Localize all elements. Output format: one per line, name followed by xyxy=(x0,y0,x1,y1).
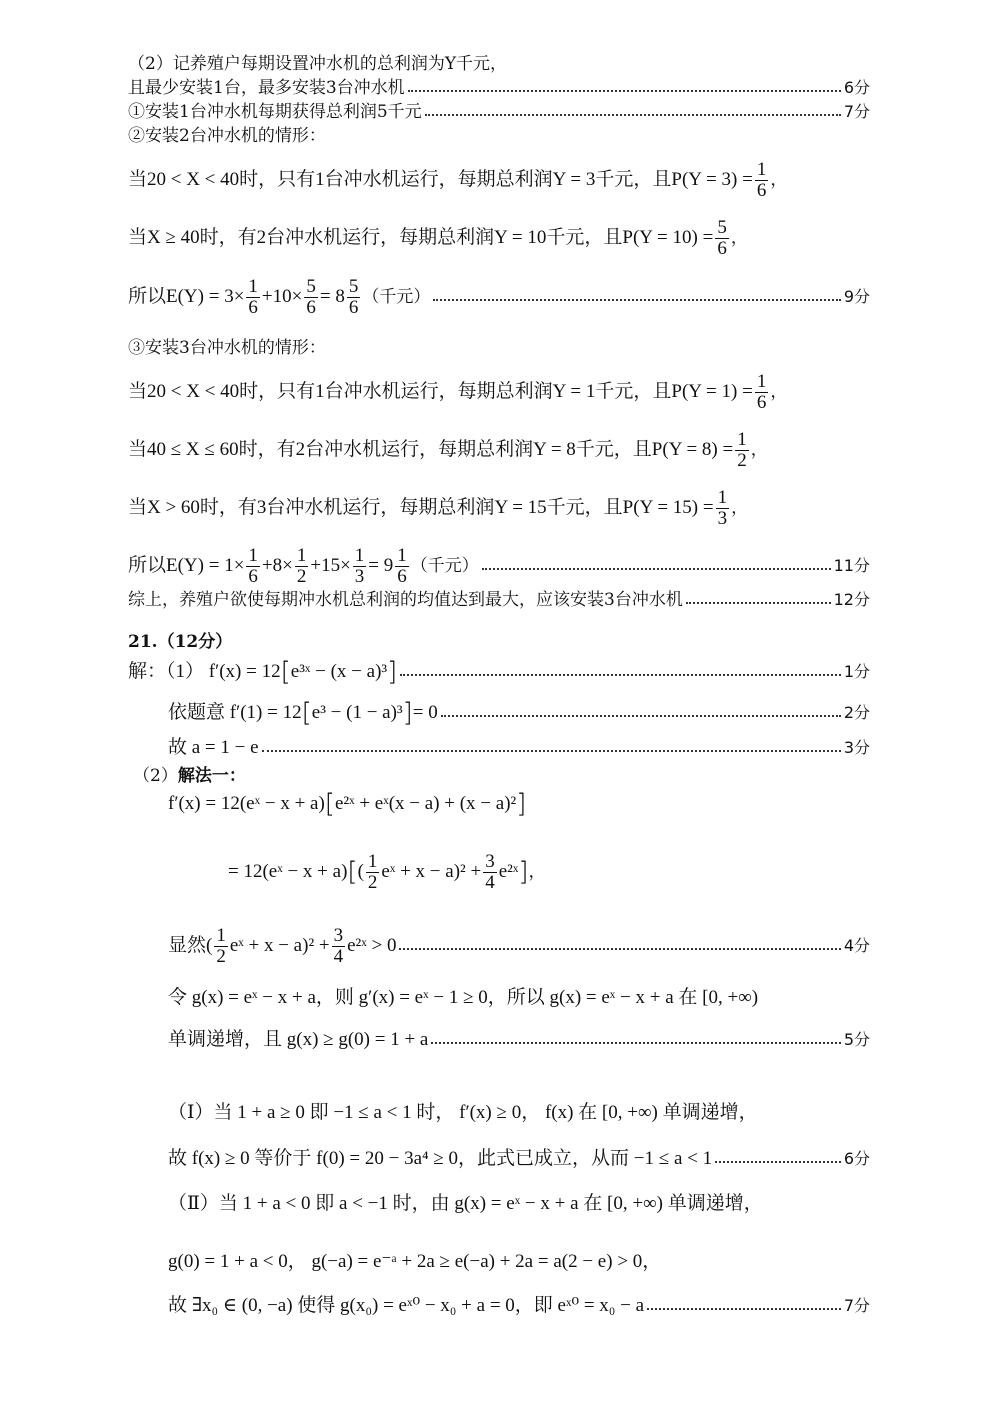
monotonic-text: 单调递增，且 g(x) ≥ g(0) = 1 + a xyxy=(168,1029,429,1050)
score-label: 7分 xyxy=(843,102,870,121)
part2-header-text: （2）记养殖户每期设置冲水机的总利润为Y千元， xyxy=(128,54,508,74)
fraction-numerator: 1 xyxy=(397,545,407,566)
obvious-line xyxy=(168,926,870,967)
unit-label: （千元） xyxy=(362,287,431,308)
install-range-line xyxy=(128,76,870,100)
derivative-body: e²ˣ + eˣ(x − a) + (x − a)² xyxy=(334,793,517,814)
case-I-line xyxy=(168,1101,870,1125)
fraction xyxy=(483,852,497,893)
case2-title-text: ②安装2台冲水机的情形： xyxy=(128,126,326,146)
case-I-result-text: 故 f(x) ≥ 0 等价于 f(0) = 20 − 3a⁴ ≥ 0，此式已成立，从而 −1 ≤ a < 1 xyxy=(168,1148,713,1169)
case3-expectation-line xyxy=(128,546,870,587)
left-bracket: [ xyxy=(280,657,291,687)
fraction-denominator: 6 xyxy=(756,179,767,201)
case2-expectation-line xyxy=(128,277,870,318)
fraction-denominator: 6 xyxy=(756,391,767,413)
q21-title-text: 21.（12分） xyxy=(128,632,233,652)
fraction xyxy=(755,372,769,413)
fraction-denominator: 2 xyxy=(367,871,378,893)
step2-prefix: 依题意 f′(1) = 12 xyxy=(168,702,302,723)
fraction-numerator: 5 xyxy=(306,276,316,297)
fraction-numerator: 1 xyxy=(216,925,226,946)
unit-label: （千元） xyxy=(410,556,479,577)
obvious-term: e²ˣ > 0 xyxy=(347,935,397,957)
fraction-denominator: 6 xyxy=(306,296,316,318)
case-II-values-text: g(0) = 1 + a < 0， g(−a) = e⁻ᵃ + 2a ≥ e(−a) + 2a = a(2 − e) > 0， xyxy=(168,1251,662,1272)
case-II-line xyxy=(168,1192,870,1216)
punctuation: ， xyxy=(770,382,788,403)
score-label: 2分 xyxy=(843,703,870,722)
method-label: 解法一： xyxy=(177,766,246,786)
case1-line xyxy=(128,100,870,124)
conclusion-line xyxy=(128,588,870,612)
left-bracket: [ xyxy=(324,789,335,819)
monotonic-line xyxy=(168,1028,870,1052)
score-label: 7分 xyxy=(843,1296,870,1315)
score-label: 5分 xyxy=(843,1030,870,1049)
fraction-denominator: 4 xyxy=(333,945,344,967)
fraction xyxy=(715,218,729,259)
punctuation: ， xyxy=(731,498,749,519)
fraction-numerator: 1 xyxy=(717,487,728,508)
case3-b-text: 当40 ≤ X ≤ 60时，有2台冲水机运行，每期总利润Y = 8千元，且P(Y = 8) = xyxy=(128,439,734,461)
fraction xyxy=(735,430,749,471)
fraction xyxy=(716,488,730,529)
expectation-term: +8× xyxy=(261,555,293,577)
derivative-term: e²ˣ xyxy=(498,861,519,883)
fraction xyxy=(353,546,367,587)
case2-b-text: 当X ≥ 40时，有2台冲水机运行，每期总利润Y = 10千元，且P(Y = 10) = xyxy=(128,227,714,249)
fraction-numerator: 5 xyxy=(717,217,727,238)
part2-prefix: （2） xyxy=(133,766,178,786)
fraction-numerator: 1 xyxy=(296,545,307,566)
score-label: 9分 xyxy=(843,287,870,307)
expectation-term: = 9 xyxy=(368,555,394,577)
let-g-text: 令 g(x) = eˣ − x + a，则 g′(x) = eˣ − 1 ≥ 0，所以 g(x) = eˣ − x + a 在 [0, +∞) xyxy=(168,987,759,1008)
score-label: 1分 xyxy=(843,662,870,681)
fraction-numerator: 1 xyxy=(248,276,258,297)
punctuation: ， xyxy=(528,862,546,883)
fraction-denominator: 6 xyxy=(717,237,727,259)
conclusion-text: 综上，养殖户欲使每期冲水机总利润的均值达到最大，应该安装3台冲水机 xyxy=(128,590,683,610)
derivative-line-1 xyxy=(168,789,870,819)
dot-leader xyxy=(647,1308,841,1310)
q21-title xyxy=(128,630,870,654)
q21-step1-line xyxy=(128,657,870,687)
step3-text: 故 a = 1 − e xyxy=(168,737,259,758)
right-bracket: ] xyxy=(387,657,398,687)
dot-leader xyxy=(408,90,841,92)
case-II-existence-text: 故 ∃x₀ ∈ (0, −a) 使得 g(x₀) = eˣ⁰ − x₀ + a = 0，即 eˣ⁰ = x₀ − a xyxy=(168,1295,645,1316)
dot-leader xyxy=(433,299,840,301)
fraction-numerator: 3 xyxy=(485,851,495,872)
case3-a-text: 当20 < X < 40时，只有1台冲水机运行，每期总利润Y = 1千元，且P(Y = 1) = xyxy=(128,381,753,403)
fraction-numerator: 3 xyxy=(333,925,344,946)
step2-equals: = 0 xyxy=(412,702,438,723)
fraction-numerator: 5 xyxy=(348,276,359,297)
fraction-numerator: 1 xyxy=(756,159,767,180)
dot-leader xyxy=(262,750,841,752)
fraction xyxy=(395,546,409,587)
fraction xyxy=(332,926,346,967)
right-bracket: ] xyxy=(402,698,413,728)
fraction-numerator: 1 xyxy=(367,851,378,872)
case-II-existence-line xyxy=(168,1294,870,1318)
dot-leader xyxy=(425,114,841,116)
fraction-denominator: 6 xyxy=(348,296,359,318)
case2-title xyxy=(128,124,870,148)
step1-prefix: 解：（1） f′(x) = 12 xyxy=(128,661,281,682)
step1-body: e³ˣ − (x − a)³ xyxy=(290,661,388,682)
punctuation: ， xyxy=(770,170,788,191)
fraction-denominator: 2 xyxy=(216,945,226,967)
case-I-result-line xyxy=(168,1147,870,1171)
case3-title-text: ③安装3台冲水机的情形： xyxy=(128,338,326,358)
expectation-term: = 8 xyxy=(319,286,345,308)
step2-body: e³ − (1 − a)³ xyxy=(311,702,403,723)
dot-leader xyxy=(400,674,841,676)
score-label: 6分 xyxy=(843,1149,870,1168)
punctuation: ， xyxy=(750,440,768,461)
fraction-numerator: 1 xyxy=(354,545,365,566)
derivative-prefix: = 12(eˣ − x + a) xyxy=(228,861,348,883)
case3-a-line xyxy=(128,372,870,413)
case-I-text: （Ⅰ）当 1 + a ≥ 0 即 −1 ≤ a < 1 时， f′(x) ≥ 0， f(x) 在 [0, +∞) 单调递增， xyxy=(168,1102,758,1123)
case3-c-text: 当X > 60时，有3台冲水机运行，每期总利润Y = 15千元，且P(Y = 15) = xyxy=(128,497,714,519)
dot-leader xyxy=(482,568,831,570)
dot-leader xyxy=(399,948,840,950)
fraction-denominator: 2 xyxy=(296,565,307,587)
fraction xyxy=(214,926,228,967)
fraction xyxy=(246,277,260,318)
punctuation: ， xyxy=(730,228,748,249)
fraction-denominator: 3 xyxy=(717,507,728,529)
dot-leader xyxy=(715,1161,841,1163)
case3-c-line xyxy=(128,488,870,529)
case2-a-line xyxy=(128,160,870,201)
q21-step2-line xyxy=(168,698,870,728)
case1-text: ①安装1台冲水机每期获得总利润5千元 xyxy=(128,102,422,122)
obvious-prefix: 显然( xyxy=(168,935,213,957)
fraction-numerator: 1 xyxy=(248,545,258,566)
fraction xyxy=(366,852,380,893)
case-II-text: （Ⅱ）当 1 + a < 0 即 a < −1 时，由 g(x) = eˣ − x + a 在 [0, +∞) 单调递增， xyxy=(168,1193,763,1214)
right-bracket: ] xyxy=(518,857,529,888)
part2-header xyxy=(128,52,870,76)
fraction-denominator: 6 xyxy=(248,565,258,587)
case2-b-line xyxy=(128,218,870,259)
obvious-term: eˣ + x − a)² + xyxy=(229,935,330,957)
derivative-line-2 xyxy=(228,852,870,893)
dot-leader xyxy=(686,602,831,604)
score-label: 3分 xyxy=(843,738,870,757)
fraction-denominator: 2 xyxy=(737,449,747,471)
derivative-term: eˣ + x − a)² + xyxy=(381,861,482,883)
expectation-term: +15× xyxy=(310,555,351,577)
expectation-term: +10× xyxy=(261,286,303,308)
score-label: 11分 xyxy=(833,556,870,576)
expectation-prefix: 所以E(Y) = 3× xyxy=(128,286,245,308)
install-range-text: 且最少安装1台，最多安装3台冲水机 xyxy=(128,78,405,98)
score-label: 6分 xyxy=(843,78,870,97)
fraction-denominator: 6 xyxy=(397,565,407,587)
fraction xyxy=(304,277,318,318)
right-bracket: ] xyxy=(516,789,527,819)
paren-open: ( xyxy=(357,861,364,883)
dot-leader xyxy=(431,1042,840,1044)
fraction xyxy=(755,160,769,201)
left-bracket: [ xyxy=(301,698,312,728)
part2-method-line xyxy=(133,764,870,788)
dot-leader xyxy=(441,715,841,717)
case3-b-line xyxy=(128,430,870,471)
fraction xyxy=(295,546,309,587)
score-label: 4分 xyxy=(843,936,870,956)
fraction xyxy=(347,277,361,318)
case2-a-text: 当20 < X < 40时，只有1台冲水机运行，每期总利润Y = 3千元，且P(Y = 3) = xyxy=(128,169,753,191)
fraction xyxy=(246,546,260,587)
case3-title xyxy=(128,336,870,360)
fraction-numerator: 1 xyxy=(737,429,747,450)
left-bracket: [ xyxy=(347,857,358,888)
q21-step3-line xyxy=(168,736,870,760)
fraction-denominator: 6 xyxy=(248,296,258,318)
let-g-line xyxy=(168,986,870,1010)
fraction-numerator: 1 xyxy=(756,371,767,392)
fraction-denominator: 4 xyxy=(485,871,495,893)
case-II-values-line xyxy=(168,1250,870,1274)
fraction-denominator: 3 xyxy=(354,565,365,587)
score-label: 12分 xyxy=(833,590,870,609)
derivative-prefix: f′(x) = 12(eˣ − x + a) xyxy=(168,793,325,814)
expectation-prefix: 所以E(Y) = 1× xyxy=(128,555,245,577)
